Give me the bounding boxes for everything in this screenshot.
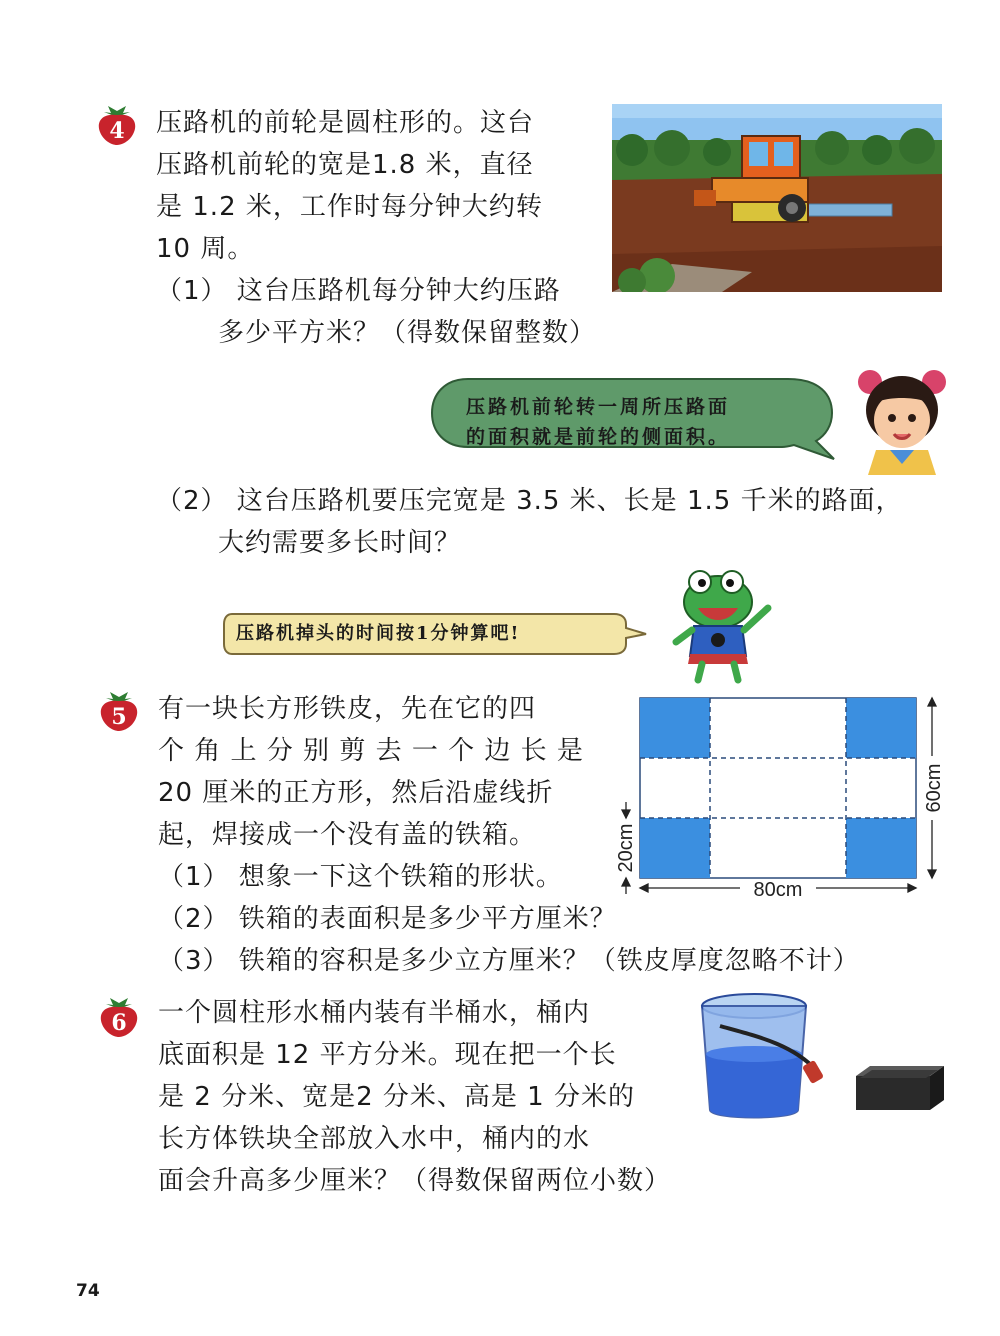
problem-5-text-line: 个 角 上 分 别 剪 去 一 个 边 长 是	[158, 736, 584, 766]
corner-square	[640, 818, 710, 878]
corner-square	[846, 818, 916, 878]
problem-4-question-1: （1） 这台压路机每分钟大约压路	[156, 276, 561, 306]
corner-label: 20cm	[615, 823, 637, 873]
problem-number: 5	[111, 704, 127, 730]
problem-5-text-line: 起，焊接成一个没有盖的铁箱。	[158, 820, 537, 850]
problem-4-question-1-cont: 多少平方米？（得数保留整数）	[218, 318, 597, 348]
girl-character	[852, 360, 952, 475]
problem-number: 4	[109, 118, 125, 144]
corner-square	[846, 698, 916, 758]
problem-5-text-line: 有一块长方形铁皮，先在它的四	[158, 694, 537, 724]
water-bucket-illustration	[696, 988, 836, 1128]
strawberry-icon	[96, 992, 142, 1038]
strawberry-icon	[96, 686, 142, 732]
problem-4-text-line: 压路机的前轮是圆柱形的。这台	[156, 108, 535, 138]
problem-4-question-2: （2） 这台压路机要压完宽是 3.5 米、长是 1.5 千米的路面，	[156, 486, 903, 516]
problem-5-badge	[96, 686, 142, 732]
height-label: 60cm	[923, 763, 945, 813]
problem-6-badge	[96, 992, 142, 1038]
problem-4-question-2-cont: 大约需要多长时间？	[218, 528, 462, 558]
frog-character	[668, 568, 772, 684]
problem-6-text-line: 长方体铁块全部放入水中，桶内的水	[158, 1124, 591, 1154]
iron-block-illustration	[852, 1062, 948, 1114]
problem-5-question-2: （2） 铁箱的表面积是多少平方厘米？	[158, 904, 617, 934]
corner-square	[640, 698, 710, 758]
problem-number: 6	[111, 1010, 127, 1036]
problem-6-text-line: 面会升高多少厘米？（得数保留两位小数）	[158, 1166, 672, 1196]
hint-1-line: 压路机前轮转一周所压路面	[466, 396, 731, 418]
hint-2-text: 压路机掉头的时间按1分钟算吧!	[236, 623, 521, 644]
problem-4-text-line: 压路机前轮的宽是1.8 米，直径	[156, 150, 534, 180]
problem-4-badge	[94, 100, 140, 146]
page-number: 74	[76, 1281, 100, 1301]
problem-4-text-line: 是 1.2 米，工作时每分钟大约转	[156, 192, 543, 222]
width-label: 80cm	[753, 879, 803, 900]
problem-4-text-line: 10 周。	[156, 234, 255, 264]
problem-5-question-3: （3） 铁箱的容积是多少立方厘米？（铁皮厚度忽略不计）	[158, 946, 860, 976]
problem-6-text-line: 是 2 分米、宽是2 分米、高是 1 分米的	[158, 1082, 635, 1112]
road-roller-illustration	[612, 104, 942, 292]
strawberry-icon	[94, 100, 140, 146]
problem-5-question-1: （1） 想象一下这个铁箱的形状。	[158, 862, 563, 892]
problem-5-text-line: 20 厘米的正方形，然后沿虚线折	[158, 778, 554, 808]
problem-6-text-line: 底面积是 12 平方分米。现在把一个长	[158, 1040, 617, 1070]
problem-6-text-line: 一个圆柱形水桶内装有半桶水，桶内	[158, 998, 591, 1028]
hint-1-line: 的面积就是前轮的侧面积。	[466, 426, 731, 448]
sheet-diagram	[610, 690, 955, 900]
